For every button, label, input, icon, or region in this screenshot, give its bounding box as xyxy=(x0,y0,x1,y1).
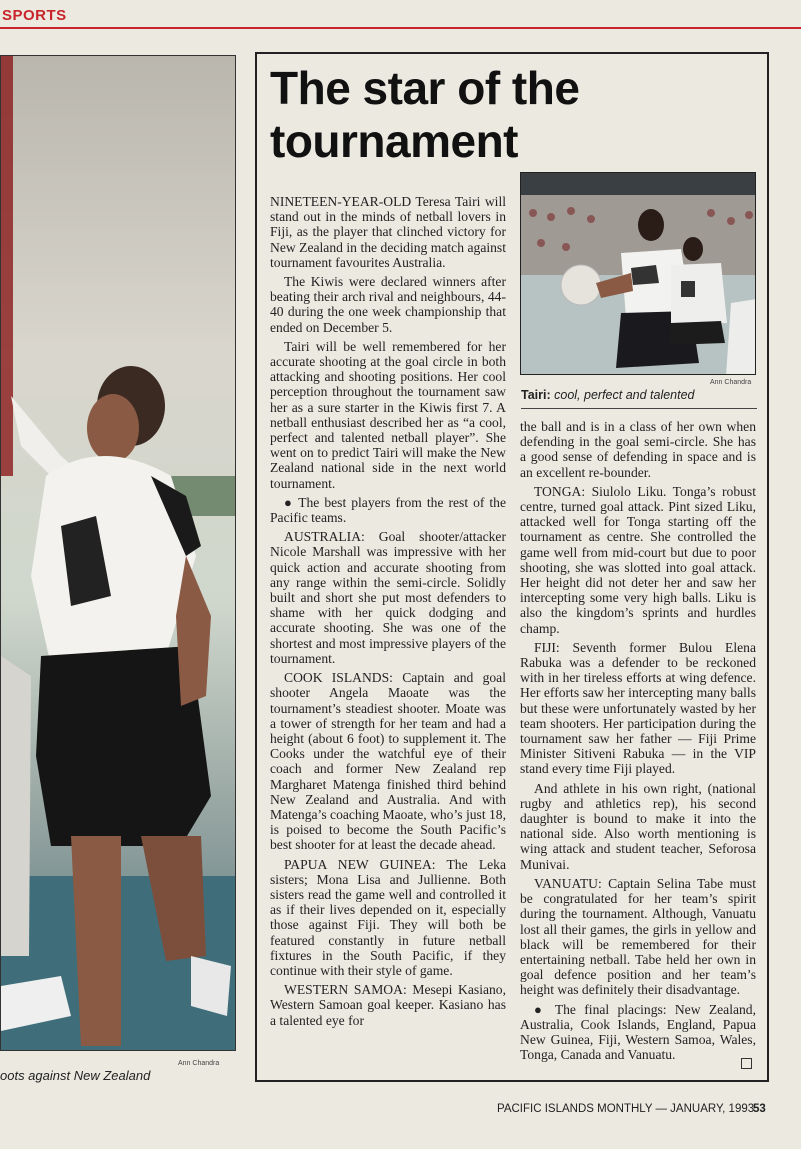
paragraph: the ball and is in a class of her own when defending in the goal semi-circle. She has a good sense of defending in space and is an excellent re-bounder. xyxy=(520,419,756,480)
paragraph: And athlete in his own right, (national rugby and athletics rep), his second daughter is bound to make it into the national side. Also worth mentioning is wing attack and student teacher, Seforosa Munivai. xyxy=(520,780,756,872)
paragraph: FIJI: Seventh former Bulou Elena Rabuka was a defender to be reckoned with in her tireless efforts at wing defence. Her efforts saw her intercepting many balls but these were unfortunately wasted by her team shooters. Her participation during the tournament saw her father — Fiji Prime Minister Sitiveni Rabuka — in the VIP stand every time Fiji played. xyxy=(520,639,756,777)
bullet-icon: ● xyxy=(534,1001,547,1017)
paragraph: WESTERN SAMOA: Mesepi Kasiano, Western Samoan goal keeper. Kasiano has a talented eye for xyxy=(270,982,506,1028)
right-photo xyxy=(520,172,756,375)
right-photo-credit: Ann Chandra xyxy=(710,379,752,386)
article-column-1 xyxy=(270,194,506,1032)
paragraph xyxy=(520,1002,756,1063)
left-photo-caption: oots against New Zealand xyxy=(0,1068,151,1083)
left-photo xyxy=(0,55,236,1051)
footer-publication: PACIFIC ISLANDS MONTHLY — JANUARY, 1993 xyxy=(497,1103,755,1115)
paragraph-text: The final placings: New Zealand, Australia, Cook Islands, England, Papua New Guinea, Fiji, Western Samoa, Wales, Tonga, Canada and Vanuatu. xyxy=(520,1001,757,1063)
paragraph: TONGA: Siulolo Liku. Tonga’s robust centre, turned goal attack. Pint sized Liku, attacked well for Tonga starting off the tournament as centre. She controlled the game well from mid-court but due to poor shooting, she was slotted into goal attack. Her height did not deter her and saw her intercepting some very high balls. Liku is also the kingdom’s sprints and hurdles champ. xyxy=(520,483,756,636)
caption-text: cool, perfect and talented xyxy=(554,388,695,402)
article-column-2 xyxy=(520,419,756,1066)
paragraph: COOK ISLANDS: Captain and goal shooter Angela Maoate was the tournament’s steadiest shooter. Moate was a tower of strength for her team and had a height (about 6 foot) to supplement it. The Cooks under the watchful eye of their coach and former New Zealand rep Margharet Matenga finished third behind New Zealand and Australia. And with Matenga’s coaching Maoate, who’s just 18, is poised to become the South Pacific’s best shooter for at least the decade ahead. xyxy=(270,670,506,853)
paragraph: PAPUA NEW GUINEA: The Leka sisters; Mona Lisa and Jullienne. Both sisters read the game well and controlled it as if their lives depended on it, especially those against Fiji. They will both be featured constantly in future netball fixtures in the South Pacific, if they continue with their style of game. xyxy=(270,856,506,978)
right-photo-caption xyxy=(521,388,757,409)
paragraph xyxy=(270,495,506,525)
section-rule xyxy=(0,27,801,29)
paragraph: AUSTRALIA: Goal shooter/attacker Nicole Marshall was impressive with her quick action and accurate shooting from any range within the semi-circle. Solidly built and short she put most defenders to shame with her quick dodging and accurate shooting. She was one of the shortest and most impressive players of the tournament. xyxy=(270,529,506,666)
bullet-icon: ● xyxy=(284,494,294,510)
page-number: 53 xyxy=(753,1103,766,1115)
article-headline: The star of the tournament xyxy=(270,62,580,167)
end-of-article-icon xyxy=(741,1058,752,1069)
paragraph: Tairi will be well remembered for her accurate shooting at the goal circle in both attacking and shooting positions. Her cool perception throughout the tournament saw her as a sure starter in the Kiwis first 7. A netball enthusiast described her as “a cool, perfect and talented netball player”. She went on to predict Tairi will make the New Zealand national side in the next world tournament. xyxy=(270,338,506,491)
paragraph: The Kiwis were declared winners after beating their arch rival and neighbours, 44-40 during the one week championship that ended on December 5. xyxy=(270,274,506,335)
section-label: SPORTS xyxy=(2,7,67,24)
paragraph-text: The best players from the rest of the Pacific teams. xyxy=(270,494,506,526)
left-photo-credit: Ann Chandra xyxy=(178,1060,220,1067)
paragraph: NINETEEN-YEAR-OLD Teresa Tairi will stand out in the minds of netball lovers in Fiji, as the player that clinched victory for New Zealand in the deciding match against tournament favourites Australia. xyxy=(270,194,506,270)
caption-name: Tairi: xyxy=(521,388,551,402)
paragraph: VANUATU: Captain Selina Tabe must be congratulated for her team’s spirit during the tournament. Although, Vanuatu lost all their games, the girls in yellow and black will be remembered for their entertaining netball. Tabe held her own in goal defence position and her team’s height was definitely their disadvantage. xyxy=(520,875,756,998)
